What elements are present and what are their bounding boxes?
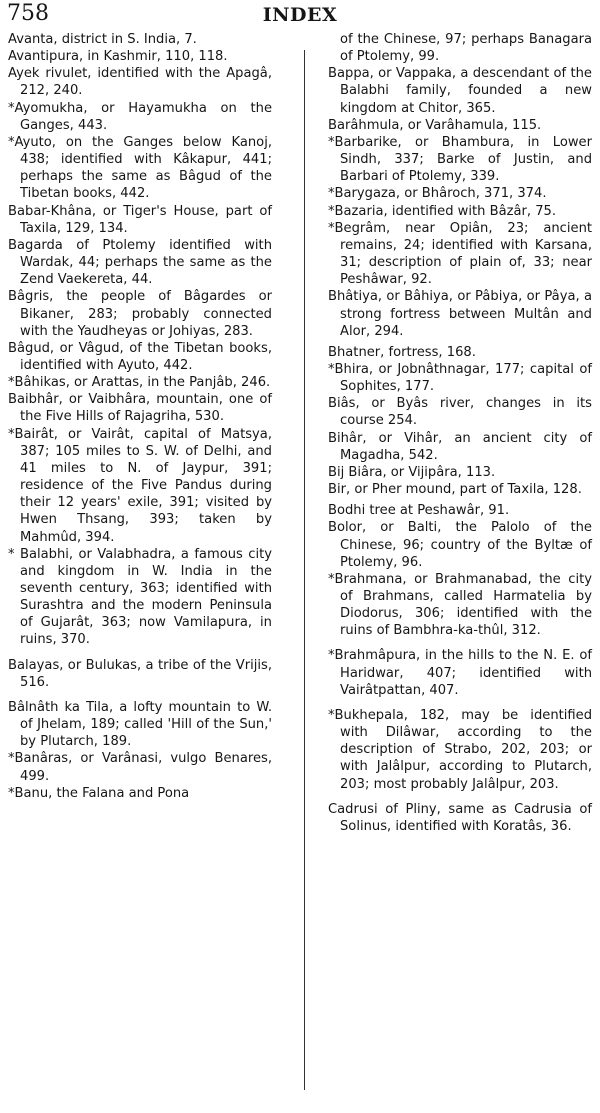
index-entry: *Bukhepala, 182, may be identified with Dilâwar, according to the description of Strabo, 202, 203; or with Jalâlpur, according to Plutarch, 203; most probably Jalâlpur, 203. [328,707,592,792]
index-entry: Barâhmula, or Varâhamula, 115. [328,117,542,133]
column-divider [304,50,305,1090]
index-entry: *Bâhikas, or Arattas, in the Panjâb, 246. [8,375,271,391]
index-entry: *Bairât, or Vairât, capital of Matsya, 387; 105 miles to S. W. of Delhi, and 41 miles to N. of Jaypur, 391; residence of the Five Pandus during their 12 years' exile, 391; visited by Hwen Thsang, 393; taken by Mahmûd, 394. [8,426,272,545]
index-entry: Bij Biâra, or Vijipâra, 113. [328,464,496,480]
index-entry: of the Chinese, 97; perhaps Banagara of Ptolemy, 99. [340,32,592,65]
index-entry: Bâlnâth ka Tila, a lofty mountain to W. of Jhelam, 189; called 'Hill of the Sun,' by Plutarch, 189. [8,699,272,750]
index-column-left [8,31,272,802]
index-entry: *Begrâm, near Opiân, 23; ancient remains, 24; identified with Karsana, 31; description of plain of, 33; near Peshâwar, 92. [328,220,592,288]
index-entry: Bâgris, the people of Bâgardes or Bikaner, 283; probably connected with the Yaudheyas or Johiyas, 283. [8,289,272,339]
running-head: INDEX [262,4,338,26]
index-entry: Bir, or Pher mound, part of Taxila, 128. [328,482,582,498]
index-entry: Balayas, or Bulukas, a tribe of the Vrijis, 516. [8,657,272,690]
index-column-right [328,31,592,835]
index-entry: Cadrusi of Pliny, same as Cadrusia of Solinus, identified with Koratâs, 36. [328,801,592,834]
index-entry: Ayek rivulet, identified with the Apagâ, 212, 240. [8,66,272,99]
index-entry: *Barbarike, or Bhambura, in Lower Sindh, 337; Barke of Justin, and Barbari of Ptolemy, 339. [328,134,592,185]
index-entry: * Balabhi, or Valabhadra, a famous city and kingdom in W. India in the seventh century, 363; identified with Surashtra and the modern Peninsula of Gujarât, 363; now Vamilapura, in ruins, 370. [8,546,272,648]
index-entry: *Brahmâpura, in the hills to the N. E. of Haridwar, 407; identified with Vairâtpattan, 407. [328,648,592,698]
index-entry: *Ayomukha, or Hayamukha on the Ganges, 443. [8,100,272,133]
index-entry: Bappa, or Vappaka, a descendant of the Balabhi family, founded a new kingdom at Chitor, 365. [328,66,592,116]
index-entry: Biâs, or Byâs river, changes in its course 254. [328,396,592,429]
index-entry: Bihâr, or Vihâr, an ancient city of Magadha, 542. [328,430,592,463]
page-header [0,0,600,30]
index-entry: Bâgud, or Vâgud, of the Tibetan books, identified with Ayuto, 442. [8,340,272,373]
index-entry: Bodhi tree at Peshawâr, 91. [328,503,510,519]
index-entry: *Bazaria, identified with Bâzâr, 75. [328,203,557,219]
index-entry: Bhâtiya, or Bâhiya, or Pâbiya, or Pâya, a strong fortress between Multân and Alor, 294. [328,289,592,339]
index-entry: Baibhâr, or Vaibhâra, mountain, one of the Five Hills of Rajagriha, 530. [8,392,272,425]
index-entry: Bagarda of Ptolemy identified with Wardak, 44; perhaps the same as the Zend Vaekereta, 44. [8,237,272,288]
index-entry: *Barygaza, or Bhâroch, 371, 374. [328,186,547,202]
index-entry: Babar-Khâna, or Tiger's House, part of Taxila, 129, 134. [8,203,272,236]
index-entry: *Bhira, or Jobnâthnagar, 177; capital of Sophites, 177. [328,361,592,395]
index-entry: *Ayuto, on the Ganges below Kanoj, 438; identified with Kâkapur, 441; perhaps the same as Bâgud of the Tibetan books, 442. [8,134,272,202]
page-number: 758 [7,1,49,26]
index-entry: Bhatner, fortress, 168. [328,344,476,360]
index-entry: Bolor, or Balti, the Palolo of the Chinese, 96; country of the Byltæ of Ptolemy, 96. [328,520,592,570]
index-entry: *Banâras, or Varânasi, vulgo Benares, 499. [8,751,272,784]
index-entry: *Brahmana, or Brahmanabad, the city of Brahmans, called Harmatelia by Diodorus, 306; identified with the ruins of Bambhra-ka-thûl, 312. [328,571,592,639]
index-entry: Avantipura, in Kashmir, 110, 118. [8,49,228,65]
index-entry: *Banu, the Falana and Pona [8,785,190,801]
index-entry: Avanta, district in S. India, 7. [8,32,197,47]
